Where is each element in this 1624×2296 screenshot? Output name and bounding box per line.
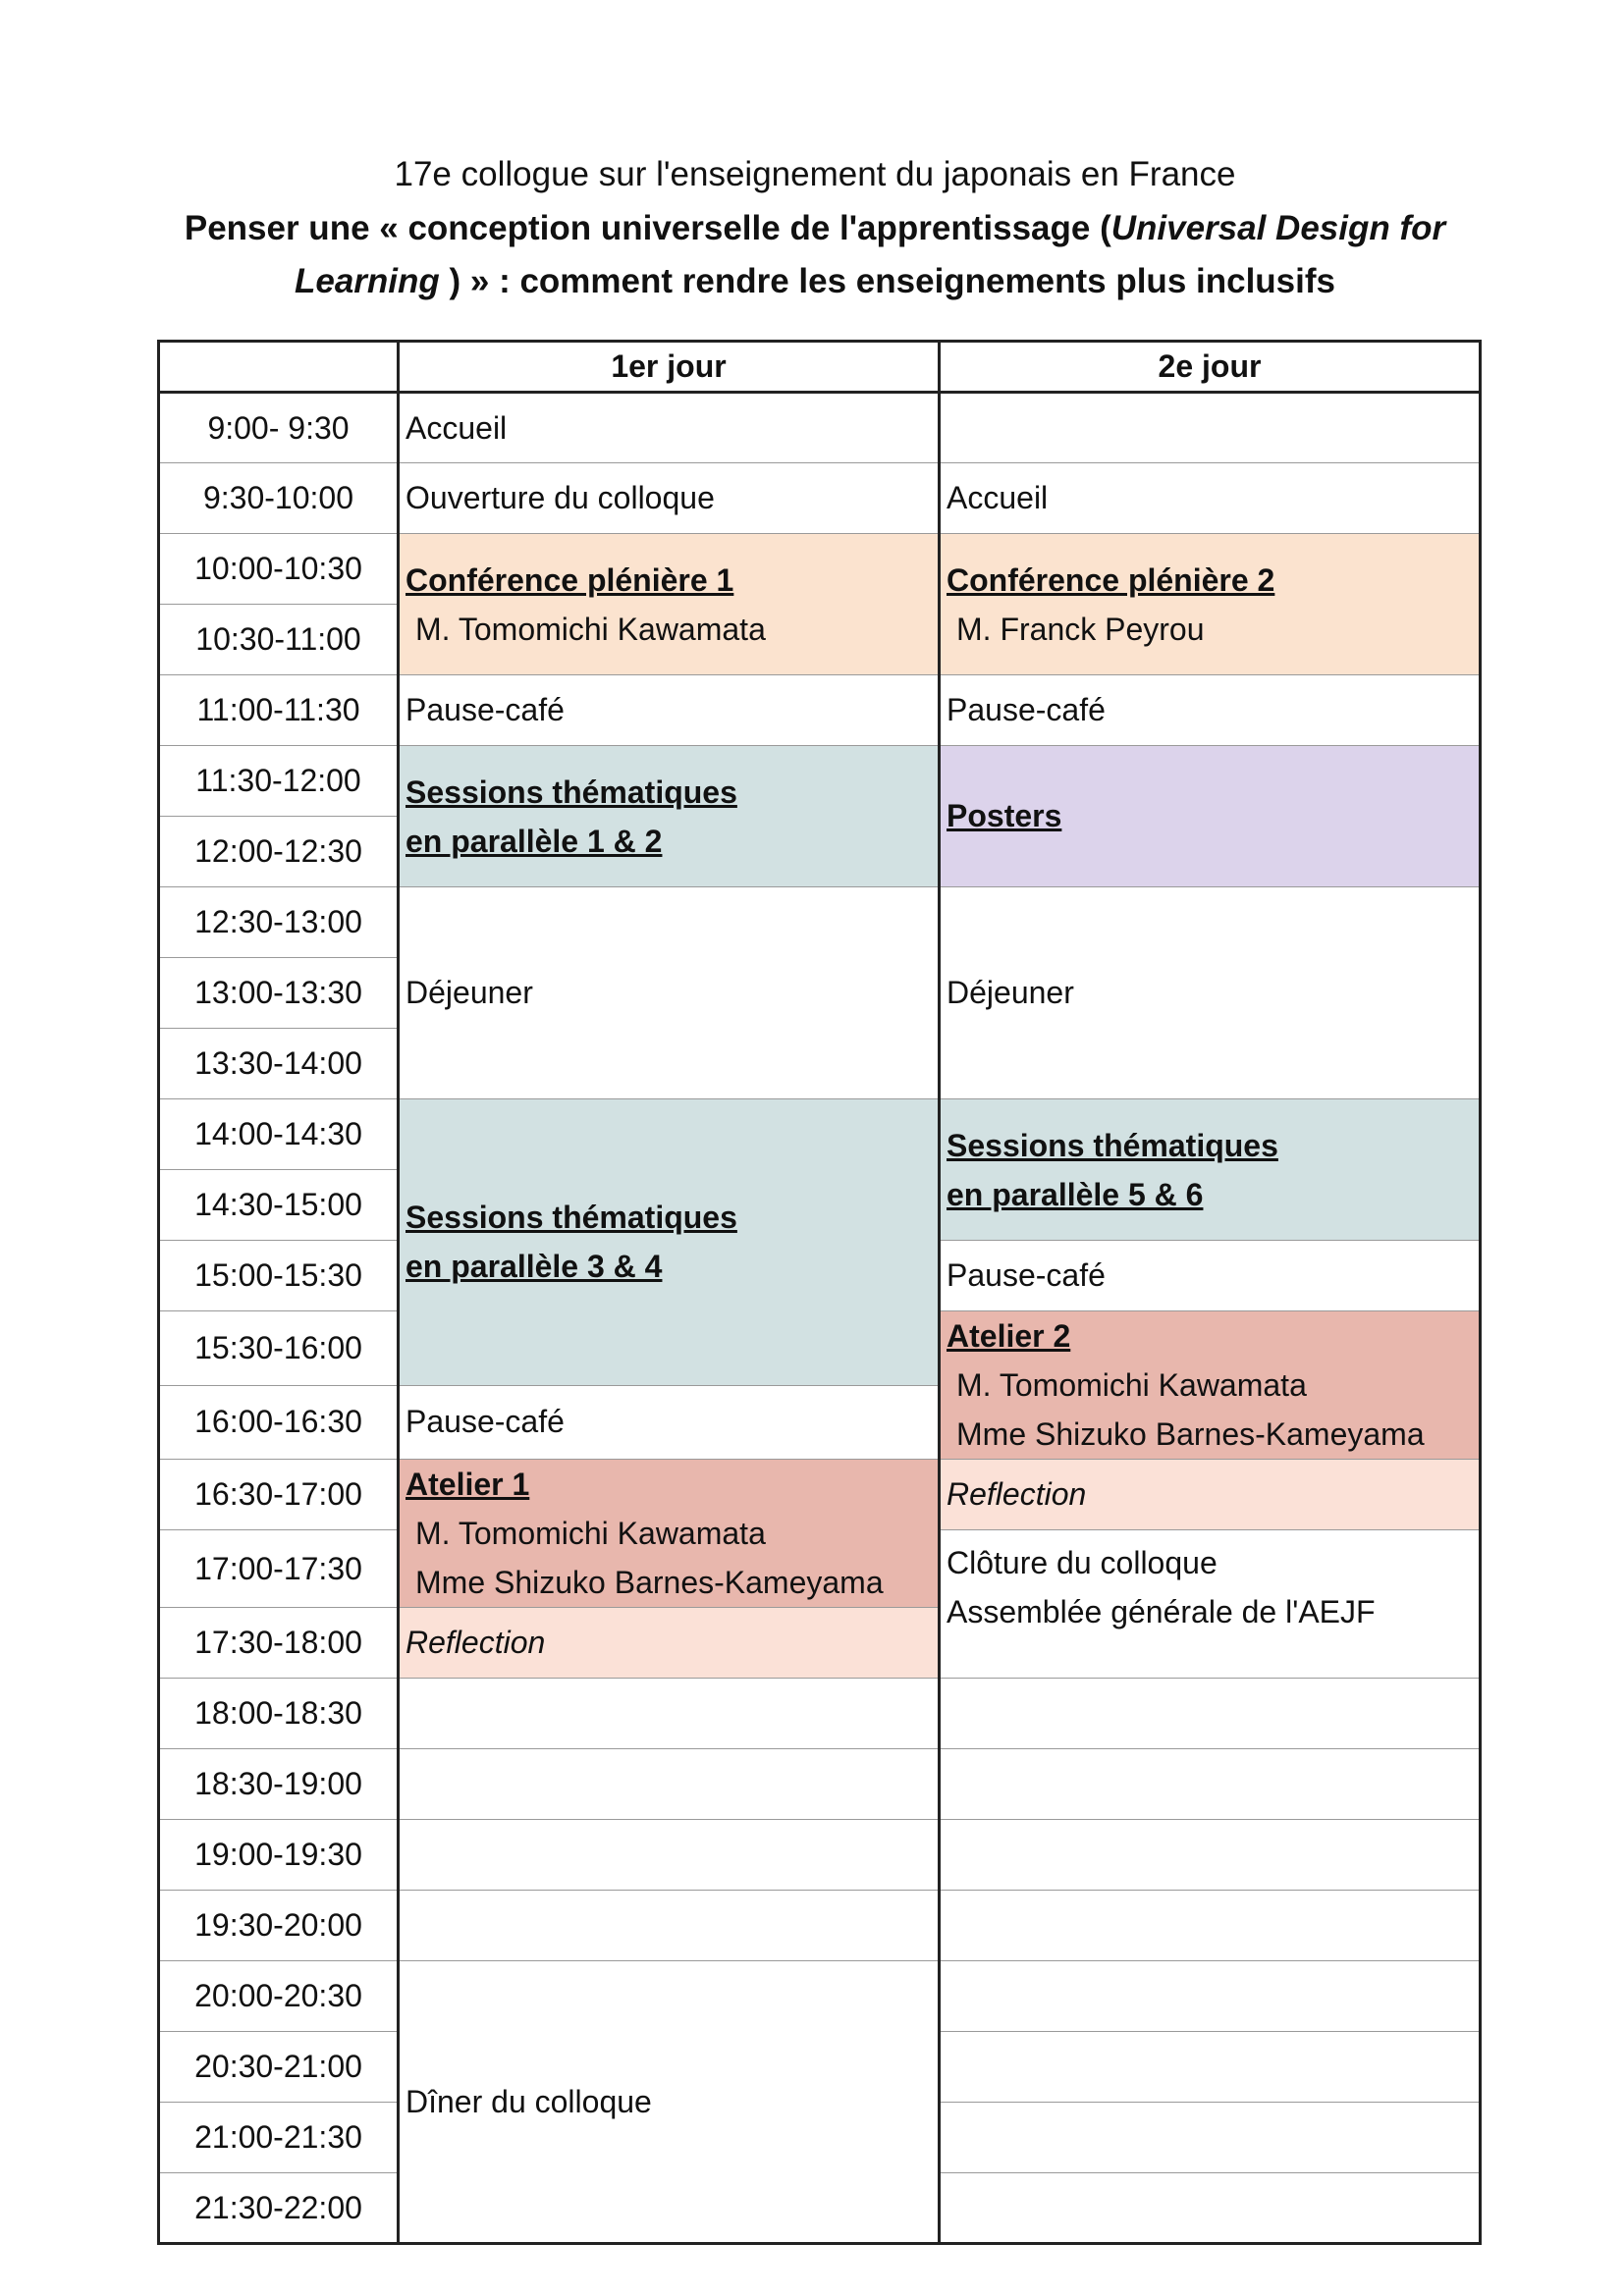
day1-empty bbox=[399, 1749, 940, 1820]
day2-atelier-speaker2: Mme Shizuko Barnes-Kameyama bbox=[956, 1416, 1425, 1452]
table-row bbox=[159, 393, 1481, 463]
time-cell: 10:30-11:00 bbox=[159, 605, 399, 675]
day2-empty bbox=[940, 2103, 1481, 2173]
time-cell: 9:00- 9:30 bbox=[159, 393, 399, 463]
header-time bbox=[159, 342, 399, 393]
table-row bbox=[159, 1820, 1481, 1891]
day1-pause1: Pause-café bbox=[399, 675, 940, 746]
time-cell: 19:00-19:30 bbox=[159, 1820, 399, 1891]
day1-atelier-speaker1: M. Tomomichi Kawamata bbox=[415, 1516, 766, 1551]
day2-sessions56-line2: en parallèle 5 & 6 bbox=[947, 1176, 1204, 1212]
day2-pleniere bbox=[940, 534, 1481, 675]
time-cell: 11:00-11:30 bbox=[159, 675, 399, 746]
time-cell: 11:30-12:00 bbox=[159, 746, 399, 817]
day2-atelier-speaker1: M. Tomomichi Kawamata bbox=[956, 1367, 1307, 1403]
table-row bbox=[159, 534, 1481, 605]
day2-empty bbox=[940, 1679, 1481, 1749]
time-cell: 20:30-21:00 bbox=[159, 2032, 399, 2103]
day2-cloture bbox=[940, 1530, 1481, 1679]
table-row bbox=[159, 1749, 1481, 1820]
time-cell: 19:30-20:00 bbox=[159, 1891, 399, 1961]
day1-diner: Dîner du colloque bbox=[399, 1961, 940, 2244]
day2-accueil: Accueil bbox=[940, 463, 1481, 534]
day1-sessions-1-2 bbox=[399, 746, 940, 887]
day2-empty bbox=[940, 1749, 1481, 1820]
day2-empty bbox=[940, 2032, 1481, 2103]
time-cell: 18:30-19:00 bbox=[159, 1749, 399, 1820]
event-title-line-1 bbox=[98, 202, 1532, 255]
time-cell: 17:00-17:30 bbox=[159, 1530, 399, 1608]
time-cell: 13:30-14:00 bbox=[159, 1029, 399, 1099]
time-cell: 9:30-10:00 bbox=[159, 463, 399, 534]
time-cell: 15:30-16:00 bbox=[159, 1311, 399, 1386]
day1-atelier-title: Atelier 1 bbox=[406, 1467, 530, 1502]
day2-reflection-text: Reflection bbox=[947, 1476, 1087, 1512]
day2-posters bbox=[940, 746, 1481, 887]
event-title-line-2 bbox=[98, 255, 1532, 308]
day2-pause1: Pause-café bbox=[940, 675, 1481, 746]
day1-accueil: Accueil bbox=[399, 393, 940, 463]
day1-sessions12-line1: Sessions thématiques bbox=[406, 774, 737, 810]
time-cell: 18:00-18:30 bbox=[159, 1679, 399, 1749]
day1-pleniere-speaker: M. Tomomichi Kawamata bbox=[415, 611, 766, 647]
time-cell: 21:00-21:30 bbox=[159, 2103, 399, 2173]
day2-cloture-line1: Clôture du colloque bbox=[947, 1545, 1218, 1580]
day1-empty bbox=[399, 1820, 940, 1891]
event-subtitle: 17e collogue sur l'enseignement du japonais en France bbox=[394, 155, 1236, 193]
day1-empty bbox=[399, 1891, 940, 1961]
day2-atelier bbox=[940, 1311, 1481, 1460]
day1-reflection bbox=[399, 1608, 940, 1679]
day2-posters-title: Posters bbox=[947, 798, 1062, 833]
day1-sessions34-line2: en parallèle 3 & 4 bbox=[406, 1249, 663, 1285]
day1-pause2: Pause-café bbox=[399, 1385, 940, 1460]
header-row bbox=[159, 342, 1481, 393]
time-cell: 14:00-14:30 bbox=[159, 1099, 399, 1170]
table-row bbox=[159, 746, 1481, 817]
day2-empty bbox=[940, 393, 1481, 463]
table-row bbox=[159, 463, 1481, 534]
time-cell: 17:30-18:00 bbox=[159, 1608, 399, 1679]
day2-dejeuner: Déjeuner bbox=[940, 887, 1481, 1099]
day1-sessions12-line2: en parallèle 1 & 2 bbox=[406, 823, 663, 859]
day2-empty bbox=[940, 1891, 1481, 1961]
title-text-em-a: Universal Design for bbox=[1110, 209, 1446, 247]
day2-empty bbox=[940, 1961, 1481, 2032]
day1-reflection-text: Reflection bbox=[406, 1625, 546, 1660]
time-cell: 13:00-13:30 bbox=[159, 958, 399, 1029]
day2-pleniere-speaker: M. Franck Peyrou bbox=[956, 611, 1205, 647]
day2-empty bbox=[940, 1820, 1481, 1891]
day1-sessions-3-4 bbox=[399, 1099, 940, 1386]
title-text-b: ) » : comment rendre les enseignements plus inclusifs bbox=[439, 262, 1335, 300]
day1-atelier bbox=[399, 1460, 940, 1608]
day2-cloture-line2: Assemblée générale de l'AEJF bbox=[947, 1594, 1376, 1629]
title-text-a: Penser une « conception universelle de l'apprentissage ( bbox=[184, 209, 1111, 247]
day1-pleniere-title: Conférence plénière 1 bbox=[406, 561, 734, 598]
day2-sessions-5-6 bbox=[940, 1099, 1481, 1241]
table-row bbox=[159, 1961, 1481, 2032]
day1-atelier-speaker2: Mme Shizuko Barnes-Kameyama bbox=[415, 1565, 884, 1600]
day1-dejeuner: Déjeuner bbox=[399, 887, 940, 1099]
table-row bbox=[159, 887, 1481, 958]
day1-pleniere bbox=[399, 534, 940, 675]
day2-pleniere-title: Conférence plénière 2 bbox=[947, 561, 1275, 598]
day1-sessions34-line1: Sessions thématiques bbox=[406, 1200, 737, 1236]
time-cell: 20:00-20:30 bbox=[159, 1961, 399, 2032]
table-row bbox=[159, 1460, 1481, 1530]
time-cell: 12:30-13:00 bbox=[159, 887, 399, 958]
title-text-em-b: Learning bbox=[294, 262, 440, 300]
table-row bbox=[159, 1679, 1481, 1749]
time-cell: 21:30-22:00 bbox=[159, 2173, 399, 2244]
header-day2: 2e jour bbox=[940, 342, 1481, 393]
table-row bbox=[159, 1891, 1481, 1961]
time-cell: 10:00-10:30 bbox=[159, 534, 399, 605]
schedule-table bbox=[157, 340, 1482, 2245]
table-row bbox=[159, 1099, 1481, 1170]
header-day1: 1er jour bbox=[399, 342, 940, 393]
day2-pause2: Pause-café bbox=[940, 1241, 1481, 1311]
time-cell: 15:00-15:30 bbox=[159, 1241, 399, 1311]
title-block bbox=[98, 147, 1532, 308]
day2-sessions56-line1: Sessions thématiques bbox=[947, 1127, 1278, 1163]
time-cell: 16:30-17:00 bbox=[159, 1460, 399, 1530]
time-cell: 16:00-16:30 bbox=[159, 1385, 399, 1460]
time-cell: 12:00-12:30 bbox=[159, 817, 399, 887]
time-cell: 14:30-15:00 bbox=[159, 1170, 399, 1241]
day1-empty bbox=[399, 1679, 940, 1749]
day2-atelier-title: Atelier 2 bbox=[947, 1318, 1071, 1354]
day2-empty bbox=[940, 2173, 1481, 2244]
day1-ouverture: Ouverture du colloque bbox=[399, 463, 940, 534]
day2-reflection bbox=[940, 1460, 1481, 1530]
table-row bbox=[159, 675, 1481, 746]
